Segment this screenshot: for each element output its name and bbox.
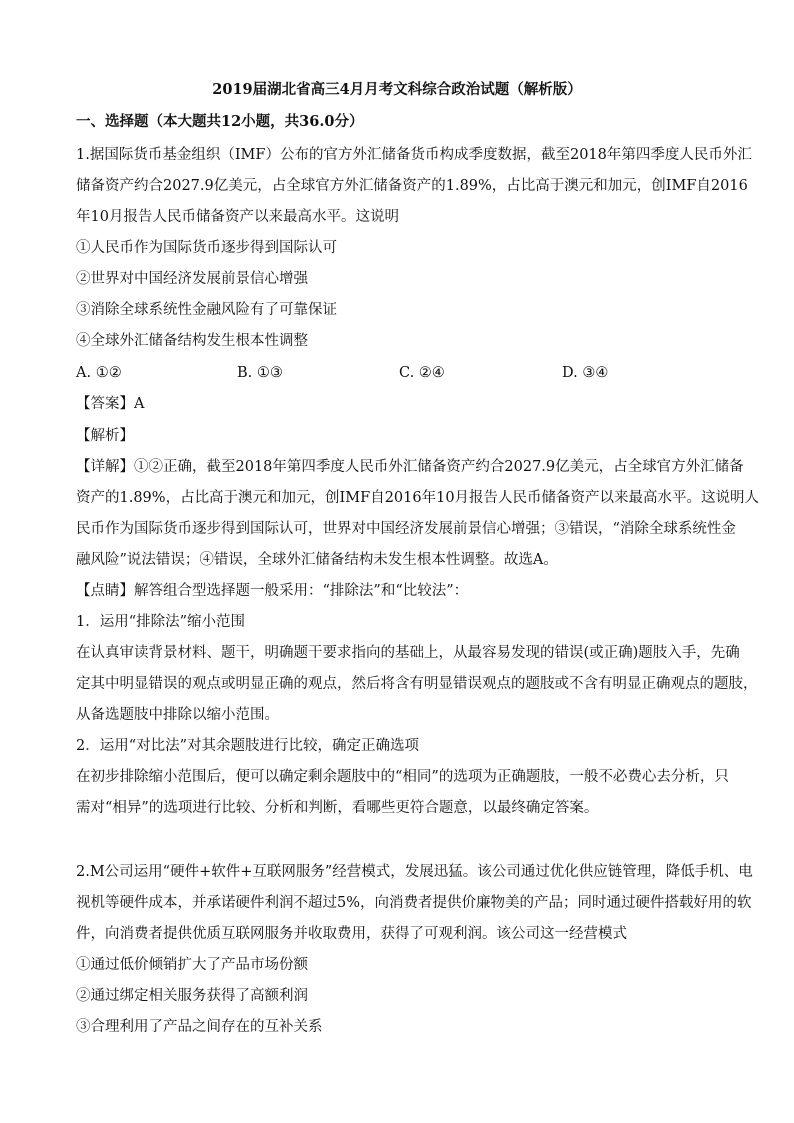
- document-title: 2019届湖北省高三4月月考文科综合政治试题（解析版）: [212, 81, 582, 98]
- q1-option-a: A. ①②: [76, 365, 122, 381]
- q1-statement: ③消除全球系统性金融风险有了可靠保证: [76, 302, 337, 318]
- q1-answer: 【答案】A: [76, 396, 145, 412]
- q1-tip-line: 2．运用“对比法”对其余题肢进行比较，确定正确选项: [76, 738, 420, 754]
- q1-tip-line: 需对“相异”的选项进行比较、分析和判断，看哪些更符合题意，以最终确定答案。: [76, 800, 599, 816]
- q1-tip-line: 1．运用“排除法”缩小范围: [76, 614, 246, 630]
- q2-statement: ③合理利用了产品之间存在的互补关系: [76, 1019, 323, 1035]
- q2-stem-line: 件，向消费者提供优质互联网服务并收取费用，获得了可观利润。该公司这一经营模式: [76, 926, 627, 942]
- q1-statement: ②世界对中国经济发展前景信心增强: [76, 271, 308, 287]
- q2-statement: ②通过绑定相关服务获得了高额利润: [76, 988, 308, 1004]
- q1-tip-line: 定其中明显错误的观点或明显正确的观点，然后将含有明显错误观点的题肢或不含有明显正确观点的题肢，: [76, 676, 758, 692]
- q2-stem-line: 2.M公司运用“硬件+软件+互联网服务”经营模式，发展迅猛。该公司通过优化供应链管理，降低手机、电: [76, 864, 753, 880]
- q2-statement: ①通过低价倾销扩大了产品市场份额: [76, 957, 308, 973]
- q1-option-c: C. ②④: [399, 365, 445, 381]
- q1-tip-line: 在初步排除缩小范围后，便可以确定剩余题肢中的“相同”的选项为正确题肢，一般不必费心去分析，只: [76, 769, 729, 785]
- q1-stem-line: 储备资产约合2027.9亿美元，占全球官方外汇储备资产的1.89%，占比高于澳元和加元，创IMF自2016: [76, 178, 748, 194]
- q1-stem-line: 1.据国际货币基金组织（IMF）公布的官方外汇储备货币构成季度数据，截至2018年第四季度人民币外汇: [76, 147, 752, 163]
- q1-tip-line: 在认真审读背景材料、题干，明确题干要求指向的基础上，从最容易发现的错误(或正确)题肢入手，先确: [76, 645, 740, 661]
- q1-tip-line: 【点睛】解答组合型选择题一般采用：“排除法”和“比较法”：: [76, 583, 469, 599]
- q1-option-b: B. ①③: [237, 365, 283, 381]
- q1-detail-line: 【详解】①②正确，截至2018年第四季度人民币外汇储备资产约合2027.9亿美元，占全球官方外汇储备: [76, 459, 744, 475]
- q1-detail-line: 融风险”说法错误；④错误，全球外汇储备结构未发生根本性调整。故选A。: [76, 552, 558, 568]
- q2-stem-line: 视机等硬件成本，并承诺硬件利润不超过5%，向消费者提供价廉物美的产品；同时通过硬件搭载好用的软: [76, 895, 752, 911]
- q1-tip-line: 从备选题肢中排除以缩小范围。: [76, 707, 279, 723]
- q1-statement: ①人民币作为国际货币逐步得到国际认可: [76, 240, 337, 256]
- q1-stem-line: 年10月报告人民币储备资产以来最高水平。这说明: [76, 209, 399, 225]
- q1-statement: ④全球外汇储备结构发生根本性调整: [76, 333, 308, 349]
- section-heading: 一、选择题（本大题共12小题，共36.0分）: [76, 113, 364, 130]
- q1-detail-line: 民币作为国际货币逐步得到国际认可，世界对中国经济发展前景信心增强；③错误，“消除全球系统性金: [76, 521, 736, 537]
- q1-detail-line: 资产的1.89%，占比高于澳元和加元，创IMF自2016年10月报告人民币储备资产以来最高水平。这说明人: [76, 490, 760, 506]
- q1-option-d: D. ③④: [562, 365, 609, 381]
- q1-analysis-label: 【解析】: [76, 428, 134, 444]
